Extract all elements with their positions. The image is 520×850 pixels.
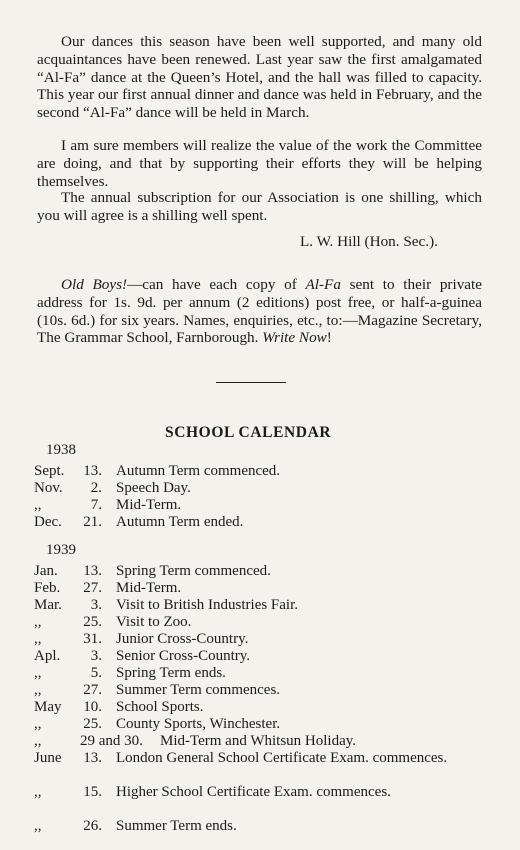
entry-month: ,, (34, 614, 42, 630)
entry-month: Feb. (34, 580, 61, 596)
old-boys-lead: Old Boys! (61, 276, 128, 293)
entry-day: 15. (83, 784, 102, 800)
entry-day: 25. (83, 716, 102, 732)
entry-event: Autumn Term commenced. (116, 463, 281, 479)
entry-event: Mid-Term. (116, 497, 182, 513)
entry-month: ,, (34, 682, 42, 698)
entry-month: ,, (34, 716, 42, 732)
entry-event: Summer Term ends. (116, 818, 237, 834)
entry-month: ,, (34, 631, 42, 647)
entry-month: Jan. (34, 563, 58, 579)
entry-month: Sept. (34, 463, 65, 479)
entry-day: 13. (83, 463, 102, 479)
entry-month: ,, (34, 733, 42, 749)
entry-day: 13. (83, 563, 102, 579)
entry-event: London General School Certificate Exam. commences. (116, 750, 448, 766)
entry-day: 25. (83, 614, 102, 630)
entry-day: 21. (83, 514, 102, 530)
entry-day: 13. (83, 750, 102, 766)
calendar-year: 1938 (46, 442, 76, 458)
entry-event: Higher School Certificate Exam. commences. (116, 784, 391, 800)
entry-month: ,, (34, 784, 42, 800)
entry-month: Dec. (34, 514, 62, 530)
entry-month: ,, (34, 665, 42, 681)
entry-event: Spring Term commenced. (116, 563, 271, 579)
entry-day: 27. (83, 682, 102, 698)
entry-event: Spring Term ends. (116, 665, 226, 681)
entry-day: 7. (90, 497, 102, 513)
entry-event: Summer Term commences. (116, 682, 281, 698)
calendar-title: SCHOOL CALENDAR (165, 424, 332, 441)
entry-event: Autumn Term ended. (116, 514, 244, 530)
entry-month: Apl. (34, 648, 61, 664)
entry-month: June (34, 750, 62, 766)
entry-month: May (34, 699, 62, 715)
entry-event: Visit to British Industries Fair. (116, 597, 299, 613)
entry-month: ,, (34, 497, 42, 513)
entry-day: 3. (90, 597, 102, 613)
entry-event: Senior Cross-Country. (116, 648, 251, 664)
section-divider (216, 382, 286, 383)
entry-month: ,, (34, 818, 42, 834)
magazine-name: Al-Fa (305, 276, 341, 293)
entry-day: 2. (90, 480, 102, 496)
entry-event: Mid-Term and Whitsun Holiday. (160, 733, 357, 749)
entry-day: 29 and 30. (80, 733, 143, 749)
write-now-cta: Write Now (262, 329, 327, 347)
entry-month: Nov. (34, 480, 63, 496)
entry-day: 10. (83, 699, 102, 715)
entry-day: 5. (90, 665, 102, 681)
entry-event: Junior Cross-Country. (116, 631, 249, 647)
entry-event: Speech Day. (116, 480, 191, 496)
entry-day: 31. (83, 631, 102, 647)
signature: L. W. Hill (Hon. Sec.). (300, 233, 438, 250)
entry-day: 26. (83, 818, 102, 834)
entry-month: Mar. (34, 597, 62, 613)
entry-event: Visit to Zoo. (116, 614, 192, 630)
entry-event: School Sports. (116, 699, 204, 715)
calendar-year: 1939 (46, 542, 76, 558)
entry-event: County Sports, Winchester. (116, 716, 281, 732)
entry-day: 3. (90, 648, 102, 664)
paragraph-dances: Our dances this season have been well supported, and many old acquaintances have been renewed. Last year saw the first amalgamated “Al-Fa” dance at the Queen’s Hotel, and the hall was filled to capacity. This year our first annual dinner and dance was held in February, and the second “Al-Fa” dance will be held in March. (37, 33, 482, 122)
paragraph-subscription: The annual subscription for our Association is one shilling, which you will agree is a shilling well spent. (37, 189, 482, 224)
entry-day: 27. (83, 580, 102, 596)
old-boys-notice: Old Boys!—can have each copy of Al-Fa sent to their private address for 1s. 9d. per annum (2 editions) post free, or half-a-guinea (10s. 6d.) for six years. Names, enquiries, etc., to:—Magazine Secretary, The Grammar School, Farnborough. Write Now! (37, 276, 482, 347)
entry-event: Mid-Term. (116, 580, 182, 596)
paragraph-committee: I am sure members will realize the value of the work the Committee are doing, and that by supporting their efforts they will be helping themselves. (37, 137, 482, 190)
